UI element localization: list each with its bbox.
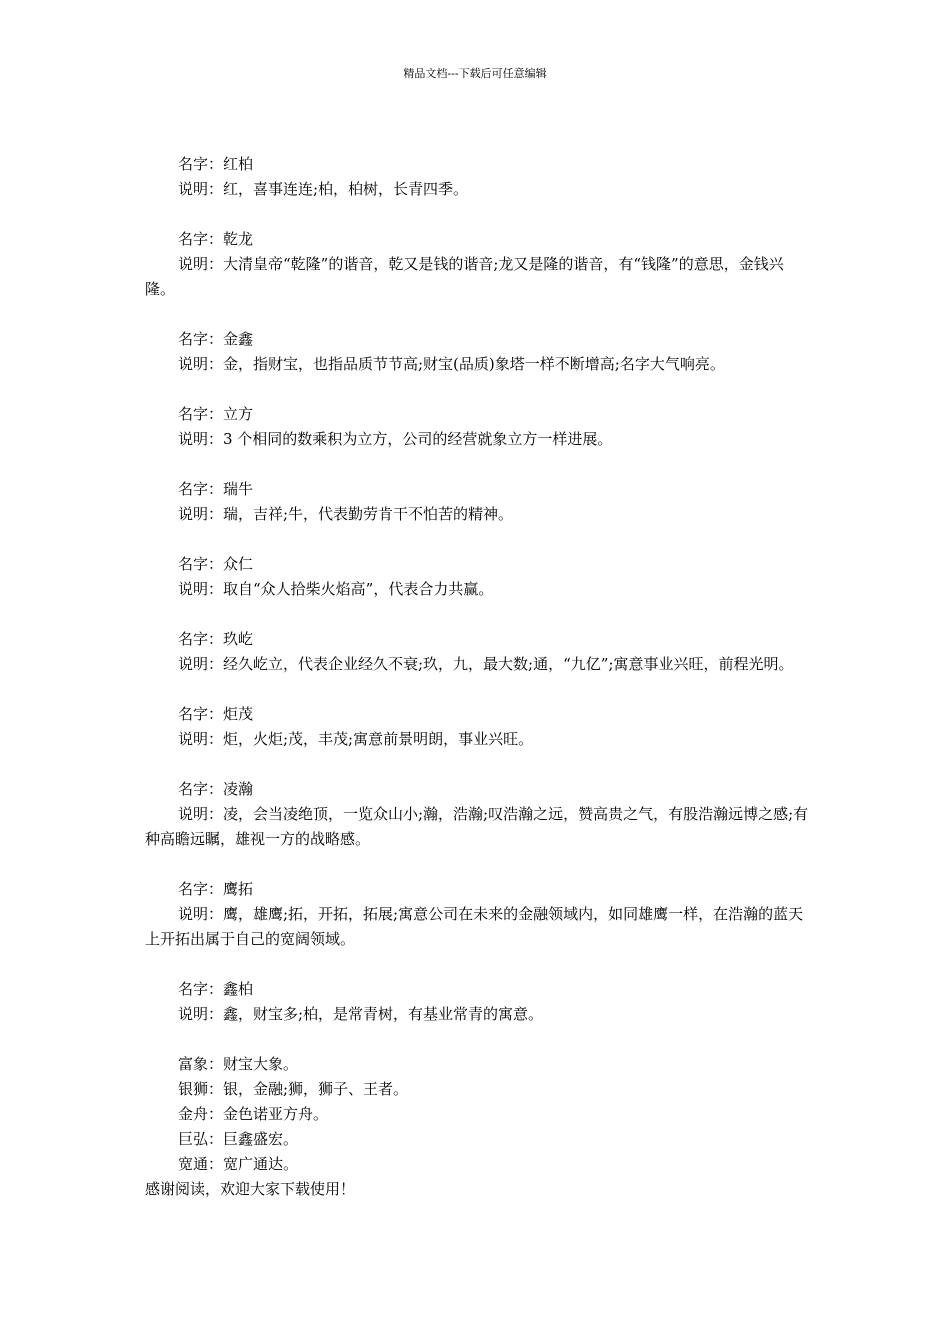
entry-description: 说明：3 个相同的数乘积为立方，公司的经营就象立方一样进展。 (178, 430, 613, 448)
entry-description: 说明：取自“众人拾柴火焰高”，代表合力共赢。 (178, 580, 494, 598)
entry-description: 说明：金，指财宝，也指品质节节高;财宝(品质)象塔一样不断增高;名字大气响亮。 (178, 355, 725, 373)
closing-text: 感谢阅读，欢迎大家下载使用！ (145, 1180, 356, 1198)
extra-names-list (145, 1052, 810, 1177)
entry-description: 说明：炬，火炬;茂，丰茂;寓意前景明朗，事业兴旺。 (178, 730, 534, 748)
entry-name: 名字：红柏 (178, 155, 254, 173)
entry-name: 名字：瑞牛 (178, 480, 254, 498)
extra-name-item: 宽通：宽广通达。 (178, 1155, 299, 1173)
extra-name-item: 富象：财宝大象。 (178, 1055, 299, 1073)
entry-name: 名字：金鑫 (178, 330, 254, 348)
entry-description: 说明：瑞，吉祥;牛，代表勤劳肯干不怕苦的精神。 (178, 505, 514, 523)
document-body (145, 152, 810, 1202)
entry-name: 名字：炬茂 (178, 705, 254, 723)
entry-name: 名字：立方 (178, 405, 254, 423)
entry-description: 说明：凌，会当凌绝顶，一览众山小;瀚，浩瀚;叹浩瀚之远，赞高贵之气，有股浩瀚远博之感;有种高瞻远瞩，雄视一方的战略感。 (145, 805, 809, 848)
entry (145, 227, 810, 302)
entry-name: 名字：众仁 (178, 555, 254, 573)
entry-name: 名字：鑫柏 (178, 980, 254, 998)
entry (145, 152, 810, 202)
entry (145, 552, 810, 602)
entry-name: 名字：鹰拓 (178, 880, 254, 898)
entry-name: 名字：凌瀚 (178, 780, 254, 798)
entry (145, 477, 810, 527)
entry (145, 777, 810, 852)
entry-description: 说明：鑫，财宝多;柏，是常青树，有基业常青的寓意。 (178, 1005, 544, 1023)
entry (145, 702, 810, 752)
extra-name-item: 金舟：金色诺亚方舟。 (178, 1105, 329, 1123)
entry-name: 名字：乾龙 (178, 230, 254, 248)
entry-name: 名字：玖屹 (178, 630, 254, 648)
entry (145, 327, 810, 377)
entry-description: 说明：红，喜事连连;柏，柏树，长青四季。 (178, 180, 469, 198)
entry-description: 说明：鹰，雄鹰;拓，开拓，拓展;寓意公司在未来的金融领域内，如同雄鹰一样，在浩瀚的蓝天上开拓出属于自己的宽阔领域。 (145, 905, 804, 948)
page-header: 精品文档---下载后可任意编辑 (403, 67, 547, 80)
entry-description: 说明：大清皇帝“乾隆”的谐音，乾又是钱的谐音;龙又是隆的谐音，有“钱隆”的意思，金钱兴隆。 (145, 255, 784, 298)
entry (145, 877, 810, 952)
entry (145, 402, 810, 452)
entry (145, 977, 810, 1027)
extra-name-item: 巨弘：巨鑫盛宏。 (178, 1130, 299, 1148)
extra-name-item: 银狮：银，金融;狮，狮子、王者。 (178, 1080, 409, 1098)
entry (145, 627, 810, 677)
entry-description: 说明：经久屹立，代表企业经久不衰;玖，九，最大数;通，“九亿”;寓意事业兴旺，前程光明。 (178, 655, 794, 673)
